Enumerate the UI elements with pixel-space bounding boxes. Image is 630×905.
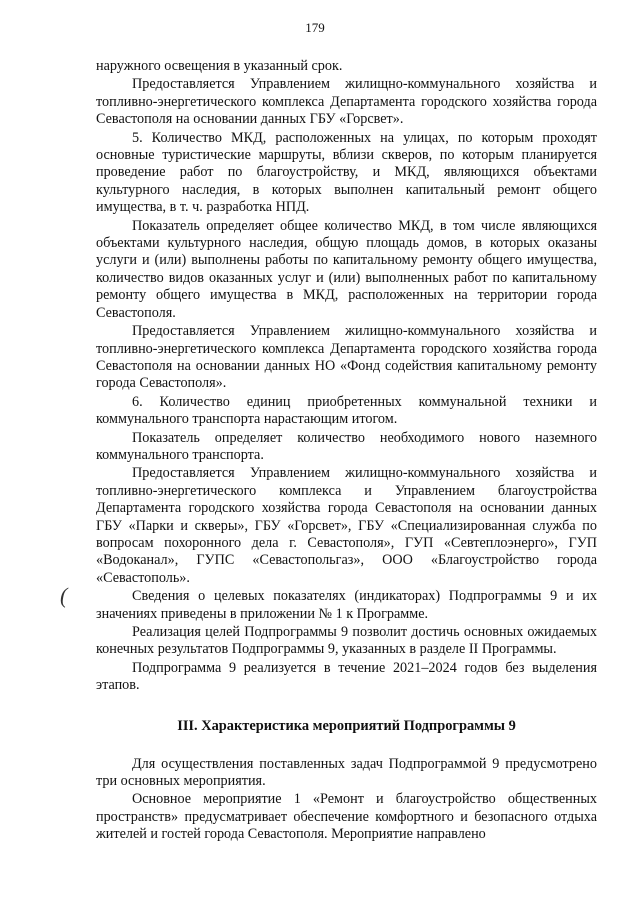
section-heading: III. Характеристика мероприятий Подпрограммы 9 xyxy=(177,717,516,734)
paragraph-goals: Реализация целей Подпрограммы 9 позволит достичь основных ожидаемых конечных результатов Подпрограммы 9, указанных в разделе II Программы. xyxy=(96,624,597,658)
paragraph-indicator-6-definition: Показатель определяет количество необходимого нового наземного коммунального транспорта. xyxy=(96,429,597,463)
paragraph-main-activity-1: Основное мероприятие 1 «Ремонт и благоустройство общественных пространств» предусматривает обеспечение комфортного и безопасного отдыха жителей и гостей города Севастополя. Мероприятие направлено xyxy=(96,791,597,843)
paragraph-main-activities: Для осуществления поставленных задач Подпрограммой 9 предусмотрено три основных мероприятия. xyxy=(96,755,597,790)
paragraph-indicator-5-definition: Показатель определяет общее количество МКД, в том числе являющихся объектами культурного наследия, общую площадь домов, в которых оказаны услуги и (или) выполнены работы по капитальному ремонту общего имущества, количество видов оказанных услуг и (или) выполненных работ по капитальному ремонту общего имущества в МКД, расположенных на территории города Севастополя. xyxy=(96,217,597,321)
page-number: 179 xyxy=(305,20,325,35)
document-body xyxy=(96,58,597,845)
paragraph-source-multiple: Предоставляется Управлением жилищно-коммунального хозяйства и топливно-энергетического комплекса и Управлением благоустройства Департамента городского хозяйства города Севастополя на основании данных ГБУ «Парки и скверы», ГБУ «Горсвет», ГБУ «Специализированная служба по вопросам похоронного дела г. Севастополя», ГУП «Севтеплоэнерго», ГУП «Водоканал», ГУПС «Севастопольгаз», ООО «Благоустройство города «Севастополь». xyxy=(96,465,597,586)
paragraph-timeline: Подпрограмма 9 реализуется в течение 2021–2024 годов без выделения этапов. xyxy=(96,659,597,694)
paragraph-appendix-reference: Сведения о целевых показателях (индикаторах) Подпрограммы 9 и их значениях приведены в приложении № 1 к Программе. xyxy=(96,588,597,622)
paragraph-source-fund: Предоставляется Управлением жилищно-коммунального хозяйства и топливно-энергетического комплекса Департамента городского хозяйства города Севастополя на основании данных НО «Фонд содействия капитальному ремонту города Севастополя». xyxy=(96,323,597,392)
paragraph-source-gorsvet: Предоставляется Управлением жилищно-коммунального хозяйства и топливно-энергетического комплекса Департамента городского хозяйства города Севастополя на основании данных ГБУ «Горсвет». xyxy=(96,76,597,128)
paragraph-indicator-5: 5. Количество МКД, расположенных на улицах, по которым проходят основные туристические маршруты, вблизи скверов, по которым планируется проведение работ по благоустройству, и МКД, являющихся объектами культурного наследия, в которых выполнен капитальный ремонт общего имущества, в т. ч. разработка НПД. xyxy=(96,129,597,216)
handwritten-margin-mark: ( xyxy=(60,583,68,608)
paragraph-continuation: наружного освещения в указанный срок. xyxy=(96,58,343,74)
paragraph-indicator-6: 6. Количество единиц приобретенных коммунальной техники и коммунального транспорта нарастающим итогом. xyxy=(96,393,597,428)
